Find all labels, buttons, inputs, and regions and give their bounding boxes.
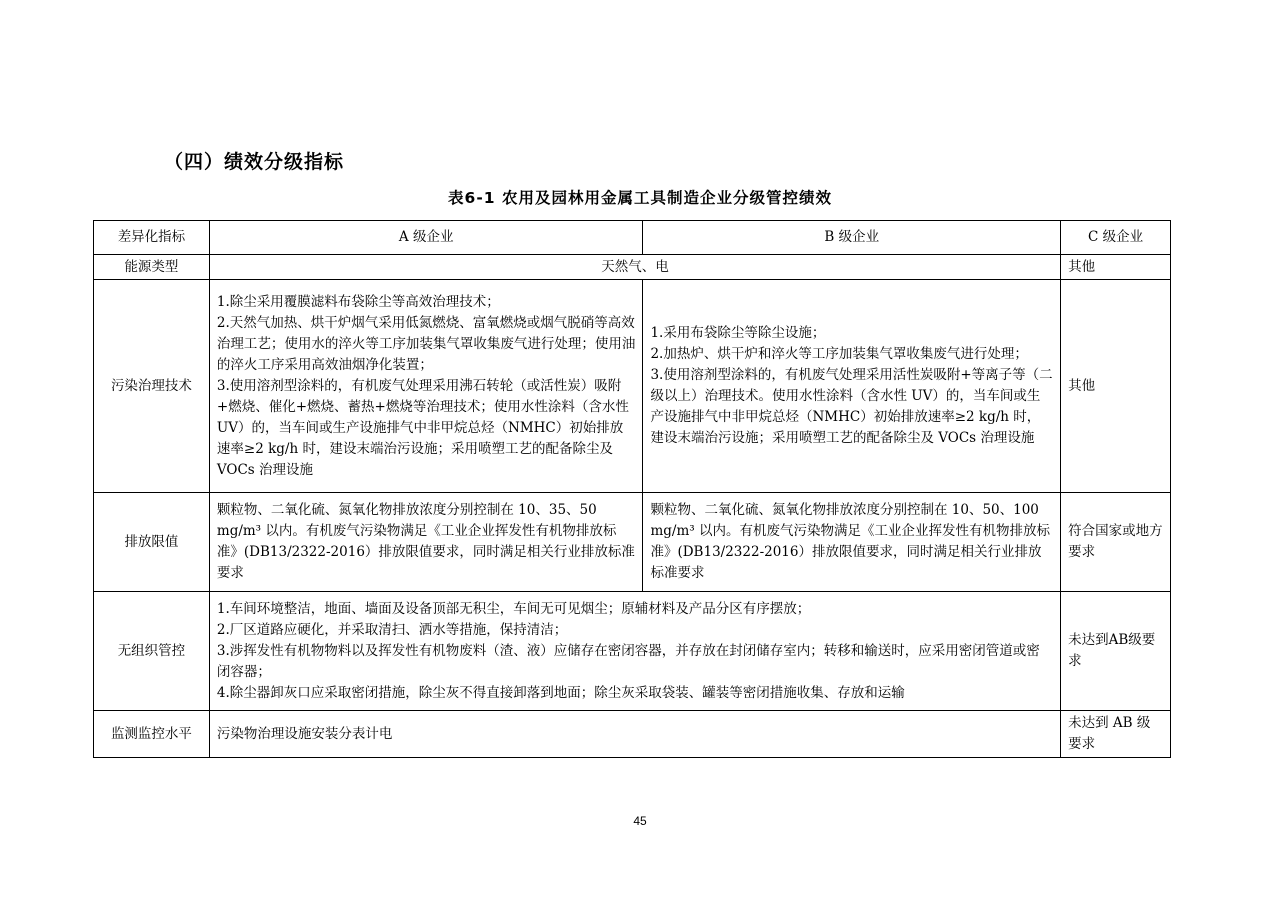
performance-table — [93, 220, 1171, 758]
table-caption: 表6-1 农用及园林用金属工具制造企业分级管控绩效 — [448, 189, 832, 207]
pollution-a-item-3: 3.使用溶剂型涂料的，有机废气处理采用沸石转轮（或活性炭）吸附+燃烧、催化+燃烧、蓄热+燃烧等治理技术；使用水性涂料（含水性 UV）的，当车间或生产设施排气中非甲烷总烃（NMHC）初始排放速率≥2 kg/h 时，建设末端治污设施；采用喷塑工艺的配备除尘及 VOCs 治理设施 — [216, 377, 629, 478]
fugitive-item-4: 4.除尘器卸灰口应采取密闭措施，除尘灰不得直接卸落到地面；除尘灰采取袋装、罐装等密闭措施收集、存放和运输 — [216, 684, 905, 701]
fugitive-item-2: 2.厂区道路应硬化，并采取清扫、洒水等措施，保持清洁； — [216, 621, 568, 638]
pollution-c: 其他 — [1061, 280, 1171, 493]
emission-a: 颗粒物、二氧化硫、氮氧化物排放浓度分别控制在 10、35、50 mg/m³ 以内。有机废气污染物满足《工业企业挥发性有机物排放标准》(DB13/2322-2016）排放限值要求，同时满足相关行业排放标准要求 — [209, 493, 643, 592]
table-row-monitoring — [94, 711, 1171, 758]
pollution-b — [643, 280, 1061, 493]
energy-c: 其他 — [1061, 255, 1171, 280]
fugitive-ab — [209, 592, 1060, 711]
pollution-b-item-3: 3.使用溶剂型涂料的，有机废气处理采用活性炭吸附+等离子等（二级以上）治理技术。使用水性涂料（含水性 UV）的，当车间或生产设施排气中非甲烷总烃（NMHC）初始排放速率≥2 kg/h 时，建设末端治污设施；采用喷塑工艺的配备除尘及 VOCs 治理设施 — [650, 367, 1053, 446]
table-header-row — [94, 221, 1171, 255]
pollution-a — [209, 280, 643, 493]
header-c-level: C 级企业 — [1061, 221, 1171, 255]
header-b-level: B 级企业 — [643, 221, 1061, 255]
monitoring-ab: 污染物治理设施安装分表计电 — [209, 711, 1060, 758]
table-row-fugitive — [94, 592, 1171, 711]
row-label-monitoring: 监测监控水平 — [94, 711, 210, 758]
emission-c: 符合国家或地方要求 — [1061, 493, 1171, 592]
header-a-level: A 级企业 — [209, 221, 643, 255]
section-title: （四）绩效分级指标 — [164, 151, 345, 173]
table-row-energy — [94, 255, 1171, 280]
row-label-emission: 排放限值 — [94, 493, 210, 592]
fugitive-item-3: 3.涉挥发性有机物物料以及挥发性有机物废料（渣、液）应储存在密闭容器，并存放在封闭储存室内；转移和输送时，应采用密闭管道或密闭容器； — [216, 642, 1040, 680]
row-label-pollution: 污染治理技术 — [94, 280, 210, 493]
row-label-fugitive: 无组织管控 — [94, 592, 210, 711]
pollution-b-item-1: 1.采用布袋除尘等除尘设施； — [650, 325, 826, 341]
pollution-b-item-2: 2.加热炉、烘干炉和淬火等工序加装集气罩收集废气进行处理； — [650, 346, 1028, 362]
row-label-energy: 能源类型 — [94, 255, 210, 280]
table-row-emission — [94, 493, 1171, 592]
page-number: 45 — [633, 814, 647, 828]
fugitive-item-1: 1.车间环境整洁，地面、墙面及设备顶部无积尘，车间无可见烟尘；原辅材料及产品分区有序摆放； — [216, 600, 811, 617]
header-indicator: 差异化指标 — [94, 221, 210, 255]
pollution-a-item-1: 1.除尘采用覆膜滤料布袋除尘等高效治理技术； — [216, 293, 500, 310]
energy-ab: 天然气、电 — [209, 255, 1060, 280]
emission-b: 颗粒物、二氧化硫、氮氧化物排放浓度分别控制在 10、50、100 mg/m³ 以内。有机废气污染物满足《工业企业挥发性有机物排放标准》(DB13/2322-2016）排放限值要求，同时满足相关行业排放标准要求 — [643, 493, 1061, 592]
table-row-pollution — [94, 280, 1171, 493]
fugitive-c: 未达到AB级要求 — [1061, 592, 1171, 711]
monitoring-c: 未达到 AB 级要求 — [1061, 711, 1171, 758]
pollution-a-item-2: 2.天然气加热、烘干炉烟气采用低氮燃烧、富氧燃烧或烟气脱硝等高效治理工艺；使用水的淬火等工序加装集气罩收集废气进行处理；使用油的淬火工序采用高效油烟净化装置； — [216, 314, 636, 373]
